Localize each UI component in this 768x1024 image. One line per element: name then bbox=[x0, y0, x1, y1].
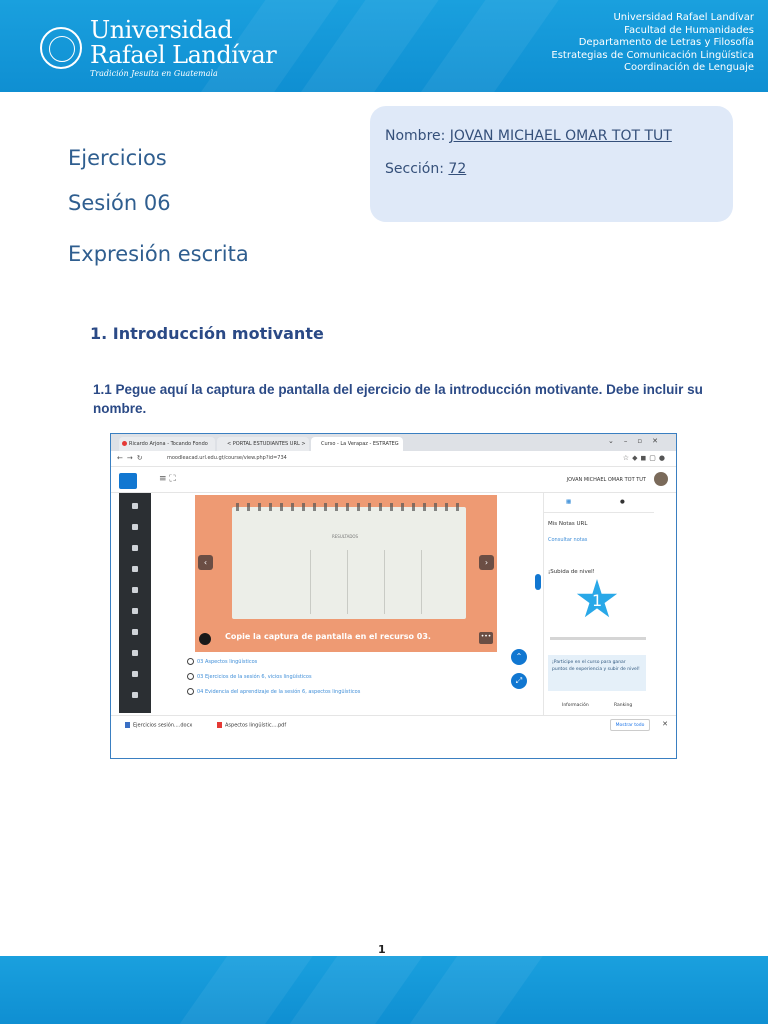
genially-logo-icon bbox=[199, 633, 211, 645]
browser-tab-active: Curso - La Verapaz - ESTRATEG bbox=[311, 437, 403, 451]
youtube-icon bbox=[122, 441, 127, 446]
name-value: JOVAN MICHAEL OMAR TOT TUT bbox=[449, 128, 672, 144]
panel-tabs bbox=[544, 493, 654, 513]
browser-toolbar-icons: ☆◆◼▢● bbox=[622, 454, 668, 462]
sidebar-icon bbox=[132, 545, 138, 551]
pasted-screenshot bbox=[110, 433, 677, 759]
sidebar-icon bbox=[132, 524, 138, 530]
sidebar-icon bbox=[132, 692, 138, 698]
panel-notes-title: Mis Notas URL bbox=[548, 521, 588, 527]
scroll-up-icon: ⌃ bbox=[511, 649, 527, 665]
comment-icon: ● bbox=[620, 499, 625, 505]
header-line: Coordinación de Lenguaje bbox=[624, 62, 754, 73]
xp-progress-bar bbox=[550, 637, 646, 640]
header-line: Universidad Rafael Landívar bbox=[613, 12, 754, 23]
name-label: Nombre: bbox=[385, 128, 446, 144]
sidebar-icon bbox=[132, 566, 138, 572]
close-icon: ✕ bbox=[662, 720, 668, 728]
page-number: 1 bbox=[378, 943, 386, 956]
student-section-row bbox=[385, 161, 733, 177]
section-value: 72 bbox=[448, 161, 467, 177]
course-link: 03 Aspectos lingüísticos bbox=[187, 655, 360, 670]
page-header bbox=[0, 0, 768, 92]
download-bar bbox=[111, 715, 676, 734]
header-line: Estrategias de Comunicación Lingüística bbox=[551, 49, 754, 61]
slide-title: RESULTADOS bbox=[332, 534, 359, 539]
institution-lines bbox=[551, 12, 754, 75]
notebook-spiral bbox=[236, 503, 462, 511]
browser-tab: < PORTAL ESTUDIANTES URL > bbox=[217, 437, 309, 451]
header-line: Facultad de Humanidades bbox=[624, 24, 754, 36]
activity-icon bbox=[187, 658, 194, 665]
course-content bbox=[151, 493, 541, 723]
slide-more-icon: ••• bbox=[479, 632, 493, 644]
show-all-button: Mostrar todo bbox=[610, 719, 650, 731]
drawer-toggle-icon bbox=[535, 574, 541, 590]
browser-tab: Ricardo Arjona - Tocando Fondo bbox=[119, 437, 215, 451]
header-line: Departamento de Letras y Filosofía bbox=[578, 37, 754, 48]
section-heading: 1. Introducción motivante bbox=[90, 324, 324, 343]
pdf-file-icon bbox=[217, 722, 222, 728]
docx-file-icon bbox=[125, 722, 130, 728]
grid-icon: ▦ bbox=[566, 499, 572, 505]
moodle-username: JOVAN MICHAEL OMAR TOT TUT bbox=[566, 477, 646, 483]
sidebar-icon bbox=[132, 587, 138, 593]
genially-slide bbox=[195, 495, 497, 652]
university-logo bbox=[40, 18, 276, 78]
hamburger-icon: ≡ ⛶ bbox=[159, 474, 176, 484]
address-bar bbox=[111, 451, 676, 467]
sidebar-icon bbox=[132, 503, 138, 509]
download-item: Aspectos lingüístic....pdf bbox=[217, 722, 286, 729]
slide-prev-button: ‹ bbox=[198, 555, 213, 570]
sidebar-icon bbox=[132, 629, 138, 635]
section-label: Sección: bbox=[385, 161, 444, 177]
student-info-box bbox=[370, 106, 733, 222]
logo-line-2: Rafael Landívar bbox=[90, 41, 277, 69]
slide-caption: Copie la captura de pantalla en el recurso 03. bbox=[225, 632, 431, 641]
panel-ranking-tab: Ranking bbox=[614, 703, 633, 708]
sidebar-icon bbox=[132, 671, 138, 677]
course-links bbox=[187, 655, 360, 700]
section-instruction: 1.1 Pegue aquí la captura de pantalla del ejercicio de la introducción motivante. Debe incluir su nombre. bbox=[93, 382, 703, 416]
page-footer bbox=[0, 956, 768, 1024]
title-ejercicios: Ejercicios bbox=[68, 146, 167, 170]
title-topic: Expresión escrita bbox=[68, 242, 249, 266]
student-name-row bbox=[385, 128, 733, 144]
board-divider bbox=[384, 550, 385, 614]
panel-notes-link: Consultar notas bbox=[548, 537, 588, 543]
panel-info-tab: Información bbox=[562, 703, 589, 708]
sidebar-icon bbox=[132, 650, 138, 656]
url-text: moodleacad.url.edu.gt/course/view.php?id=734 bbox=[167, 455, 287, 461]
slide-board bbox=[232, 507, 466, 619]
chat-menu-icon bbox=[119, 473, 137, 489]
sidebar-icon bbox=[132, 608, 138, 614]
expand-icon: ⤢ bbox=[511, 673, 527, 689]
level-number: 1 bbox=[592, 591, 603, 610]
logo-wordmark bbox=[90, 18, 276, 78]
board-divider bbox=[310, 550, 311, 614]
browser-tab-strip bbox=[111, 434, 676, 451]
panel-info-box: ¡Participe en el curso para ganar puntos de experiencia y subir de nivel! bbox=[548, 655, 646, 691]
panel-level-title: ¡Subida de nivel! bbox=[548, 569, 595, 575]
slide-next-button: › bbox=[479, 555, 494, 570]
course-link: 04 Evidencia del aprendizaje de la sesión 6, aspectos lingüísticos bbox=[187, 685, 360, 700]
board-divider bbox=[347, 550, 348, 614]
avatar bbox=[654, 472, 668, 486]
board-divider bbox=[421, 550, 422, 614]
course-link: 03 Ejercicios de la sesión 6, vicios lingüísticos bbox=[187, 670, 360, 685]
download-item: Ejercicios sesión....docx bbox=[125, 722, 192, 729]
moodle-topbar bbox=[111, 468, 676, 493]
window-controls: ⌄–▫✕ bbox=[608, 437, 668, 445]
logo-tagline: Tradición Jesuita en Guatemala bbox=[90, 69, 218, 78]
moodle-right-panel bbox=[543, 493, 653, 723]
university-seal-icon bbox=[40, 27, 82, 69]
activity-icon bbox=[187, 688, 194, 695]
nav-buttons: ←→↻ bbox=[117, 454, 147, 462]
title-session: Sesión 06 bbox=[68, 191, 171, 215]
activity-icon bbox=[187, 673, 194, 680]
moodle-sidebar bbox=[119, 493, 151, 713]
logo-line-1: Universidad bbox=[90, 16, 233, 44]
